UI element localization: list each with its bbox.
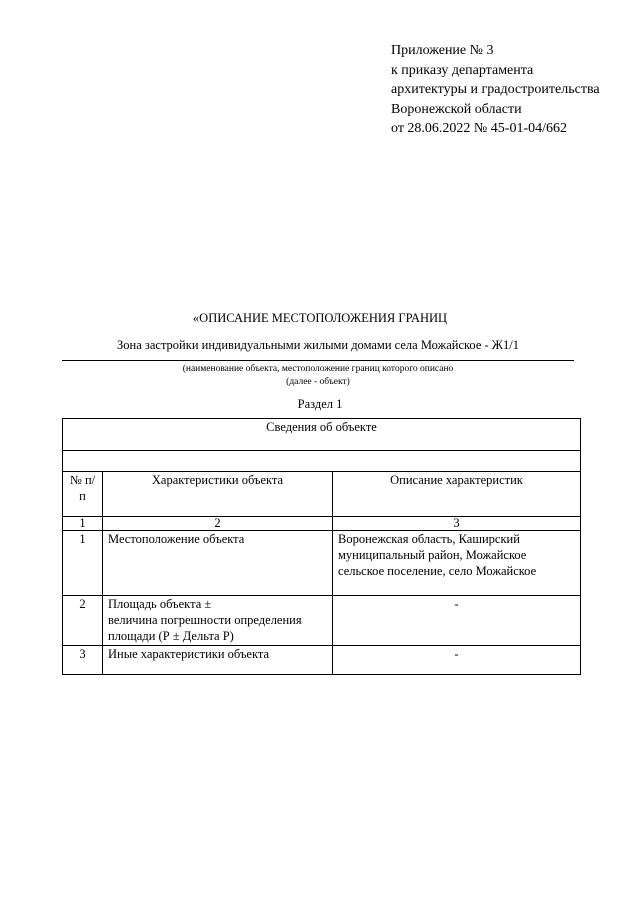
column-header-description: Описание характеристик (333, 472, 581, 517)
object-info-table (62, 418, 581, 675)
object-name-underline (62, 360, 574, 361)
object-name: Зона застройки индивидуальными жилыми домами села Можайское - Ж1/1 (117, 338, 519, 352)
row-number: 3 (63, 646, 103, 675)
column-header-number: № п/п (63, 472, 103, 517)
table-header-row (63, 419, 581, 451)
table-row (63, 596, 581, 646)
object-name-caption-line-2: (далее - объект) (286, 377, 350, 387)
table-column-numbers (63, 517, 581, 531)
appendix-line-2: к приказу департамента (391, 62, 534, 78)
row-number: 1 (63, 531, 103, 596)
column-number-2: 2 (103, 517, 333, 531)
table-header: Сведения об объекте (63, 419, 581, 451)
table-blank-row (63, 451, 581, 472)
row-characteristic (103, 596, 333, 646)
appendix-line-4: Воронежской области (391, 101, 522, 117)
table-blank-cell (63, 451, 581, 472)
column-number-1: 1 (63, 517, 103, 531)
table-row (63, 531, 581, 596)
document-title: «ОПИСАНИЕ МЕСТОПОЛОЖЕНИЯ ГРАНИЦ (192, 311, 448, 325)
appendix-line-5: от 28.06.2022 № 45-01-04/662 (391, 121, 568, 136)
row-number: 2 (63, 596, 103, 646)
appendix-block (391, 41, 636, 139)
row-description: - (333, 596, 581, 646)
row-characteristic: Иные характеристики объекта (103, 646, 333, 675)
column-header-characteristic: Характеристики объекта (103, 472, 333, 517)
column-number-3: 3 (333, 517, 581, 531)
row-description: Воронежская область, Каширский муниципальный район, Можайское сельское поселение, село Можайское (333, 531, 581, 596)
section-label: Раздел 1 (297, 397, 343, 411)
appendix-line-3: архитектуры и градостроительства (391, 82, 600, 97)
object-name-caption (62, 363, 574, 389)
table-row (63, 646, 581, 675)
appendix-line-1: Приложение № 3 (391, 43, 494, 58)
row-characteristic: Местоположение объекта (103, 531, 333, 596)
row-characteristic-line-1: Площадь объекта ± (108, 597, 212, 611)
object-name-caption-line-1: (наименование объекта, местоположение границ которого описано (182, 364, 454, 374)
row-characteristic-line-2: величина погрешности определения площади (Р ± Дельта Р) (108, 613, 302, 643)
table-column-headers (63, 472, 581, 517)
row-description: - (333, 646, 581, 675)
